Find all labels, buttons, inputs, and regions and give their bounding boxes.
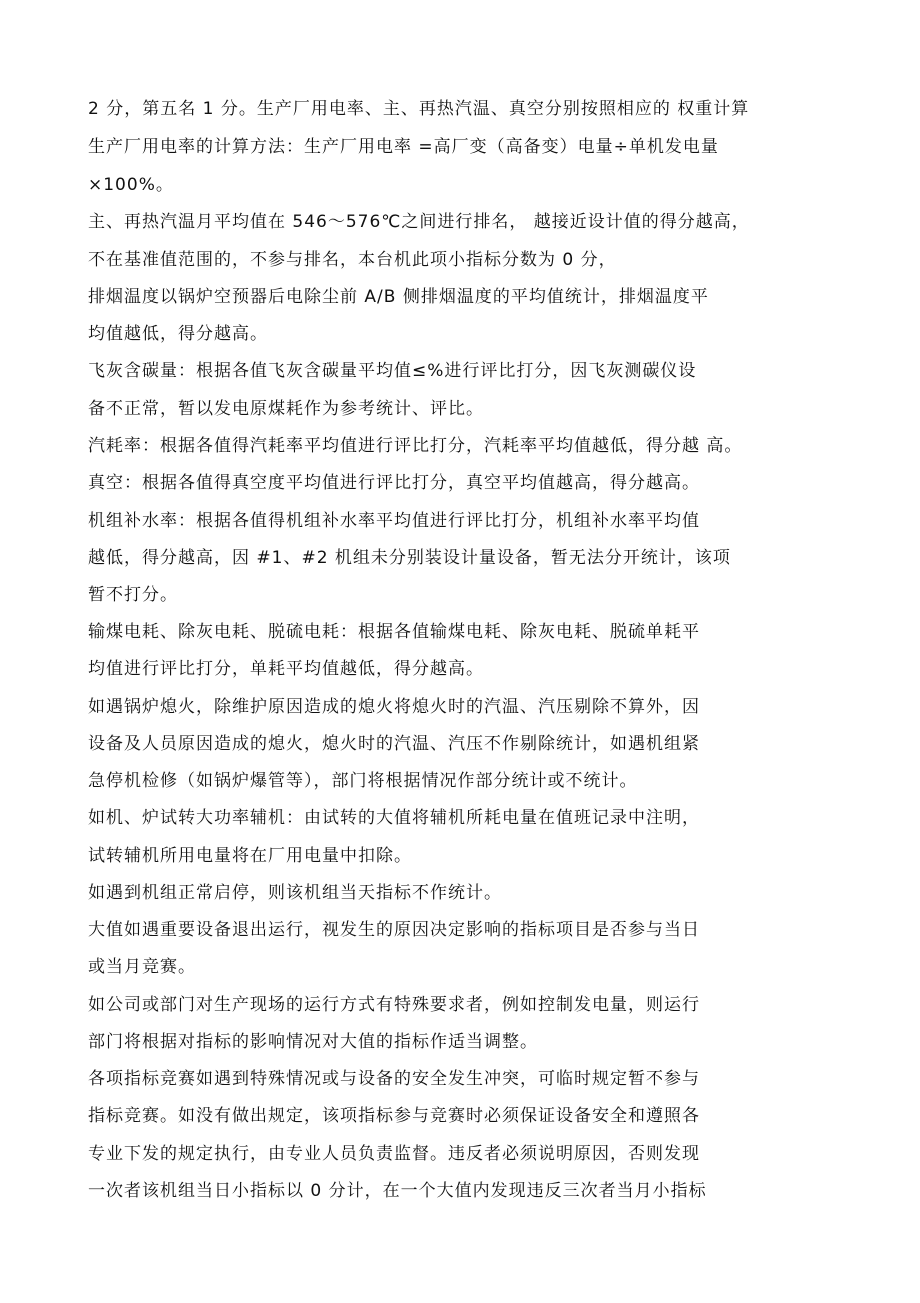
text-line: 机组补水率：根据各值得机组补水率平均值进行评比打分，机组补水率平均值 [88,511,700,531]
text-line: 如机、炉试转大功率辅机：由试转的大值将辅机所耗电量在值班记录中注明， [88,808,700,828]
text-line: 越低，得分越高，因 #1、#2 机组未分别装设计量设备，暂无法分开统计，该项 [88,548,731,568]
text-line: 各项指标竞赛如遇到特殊情况或与设备的安全发生冲突，可临时规定暂不参与 [88,1069,700,1089]
text-line: 主、再热汽温月平均值在 546～576℃之间进行排名， 越接近设计值的得分越高， [88,212,750,232]
text-line: 如遇到机组正常启停，则该机组当天指标不作统计。 [88,883,502,903]
text-line: 生产厂用电率的计算方法：生产厂用电率 =高厂变（高备变）电量÷单机发电量 [88,137,719,157]
text-line: 如公司或部门对生产现场的运行方式有特殊要求者，例如控制发电量，则运行 [88,995,700,1015]
text-line: 一次者该机组当日小指标以 0 分计，在一个大值内发现违反三次者当月小指标 [88,1181,707,1201]
text-line: 设备及人员原因造成的熄火，熄火时的汽温、汽压不作剔除统计，如遇机组紧 [88,734,700,754]
text-line: 汽耗率：根据各值得汽耗率平均值进行评比打分，汽耗率平均值越低，得分越 高。 [88,436,743,456]
text-line: 排烟温度以锅炉空预器后电除尘前 A/B 侧排烟温度的平均值统计，排烟温度平 [88,287,709,307]
text-line: 2 分，第五名 1 分。生产厂用电率、主、再热汽温、真空分别按照相应的 权重计算 [88,99,750,119]
text-line: 均值进行评比打分，单耗平均值越低，得分越高。 [88,659,484,679]
text-line: 指标竞赛。如没有做出规定，该项指标参与竞赛时必须保证设备安全和遵照各 [88,1106,700,1126]
text-line: 真空：根据各值得真空度平均值进行评比打分，真空平均值越高，得分越高。 [88,473,700,493]
text-line: 或当月竞赛。 [88,957,196,977]
text-line: 备不正常，暂以发电原煤耗作为参考统计、评比。 [88,399,484,419]
text-line: 不在基准值范围的，不参与排名，本台机此项小指标分数为 0 分， [88,250,617,270]
text-line: 均值越低，得分越高。 [88,324,268,344]
text-line: 飞灰含碳量：根据各值飞灰含碳量平均值≤%进行评比打分，因飞灰测碳仪设 [88,361,697,381]
text-line: 急停机检修（如锅炉爆管等），部门将根据情况作部分统计或不统计。 [88,771,638,791]
text-line: 如遇锅炉熄火，除维护原因造成的熄火将熄火时的汽温、汽压剔除不算外，因 [88,697,700,717]
text-line: ×100%。 [88,175,174,195]
text-line: 大值如遇重要设备退出运行，视发生的原因决定影响的指标项目是否参与当日 [88,920,700,940]
text-line: 专业下发的规定执行，由专业人员负责监督。违反者必须说明原因，否则发现 [88,1144,700,1164]
text-line: 部门将根据对指标的影响情况对大值的指标作适当调整。 [88,1032,538,1052]
text-line: 暂不打分。 [88,585,178,605]
text-line: 输煤电耗、除灰电耗、脱硫电耗：根据各值输煤电耗、除灰电耗、脱硫单耗平 [88,622,700,642]
text-line: 试转辅机所用电量将在厂用电量中扣除。 [88,846,412,866]
